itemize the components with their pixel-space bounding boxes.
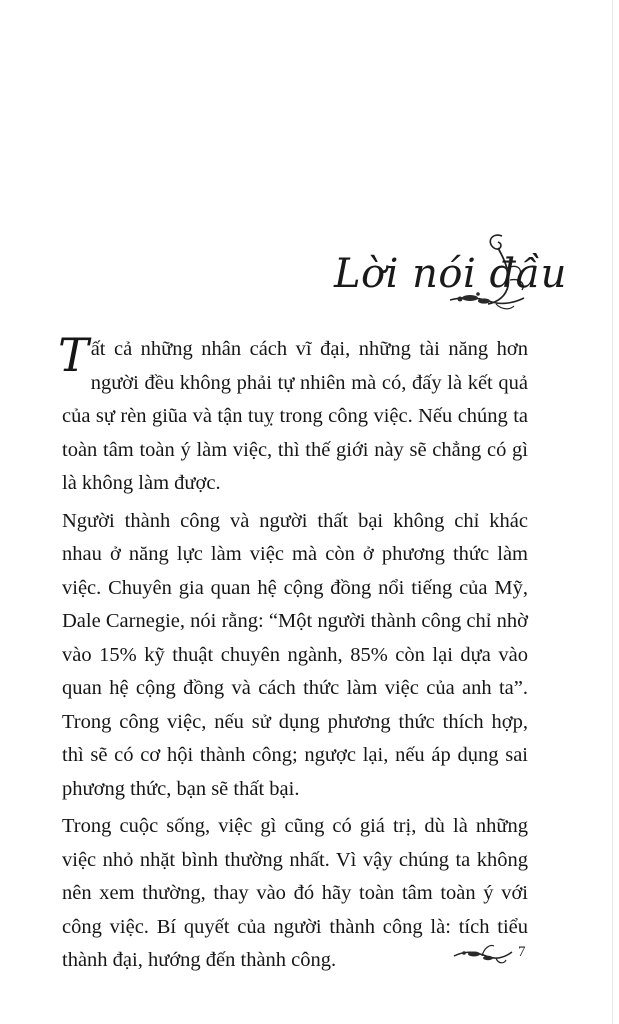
- page-number: 7: [518, 944, 526, 960]
- heading-block: [300, 228, 567, 318]
- paragraph-1: [58, 328, 528, 501]
- page-footer: [452, 938, 532, 968]
- page-edge-line: [612, 0, 613, 1024]
- paragraph-1-text: ất cả những nhân cách vĩ đại, những tài năng hơn người đều không phải tự nhiên mà có, đấy là kết quả của sự rèn giũa và tận tuỵ trong công việc. Nếu chúng ta toàn tâm toàn ý làm việc, thì thế giới này sẽ chẳng có gì là không làm được.: [62, 338, 528, 494]
- floral-sprig-icon: [452, 938, 514, 968]
- body-text: [58, 328, 528, 978]
- page-title: Lời nói đầu: [334, 251, 567, 297]
- paragraph-3-text: Trong cuộc sống, việc gì cũng có giá trị, dù là những việc nhỏ nhặt bình thường nhất. Vì vậy chúng ta không nên xem thường, thay vào đó hãy toàn tâm toàn ý với công việc. Bí quyết của người thành công là: tích tiểu thành đại, hướng đến thành công.: [62, 815, 528, 971]
- paragraph-2: [62, 505, 528, 807]
- paragraph-2-text: Người thành công và người thất bại không chỉ khác nhau ở năng lực làm việc mà còn ở phương thức làm việc. Chuyên gia quan hệ cộng đồng nổi tiếng của Mỹ, Dale Carnegie, nói rằng: “Một người thành công chỉ nhờ vào 15% kỹ thuật chuyên ngành, 85% còn lại dựa vào quan hệ cộng đồng và cách thức làm việc của anh ta”. Trong công việc, nếu sử dụng phương thức thích hợp, thì sẽ có cơ hội thành công; ngược lại, nếu áp dụng sai phương thức, bạn sẽ thất bại.: [62, 509, 528, 800]
- drop-cap: T: [58, 328, 89, 382]
